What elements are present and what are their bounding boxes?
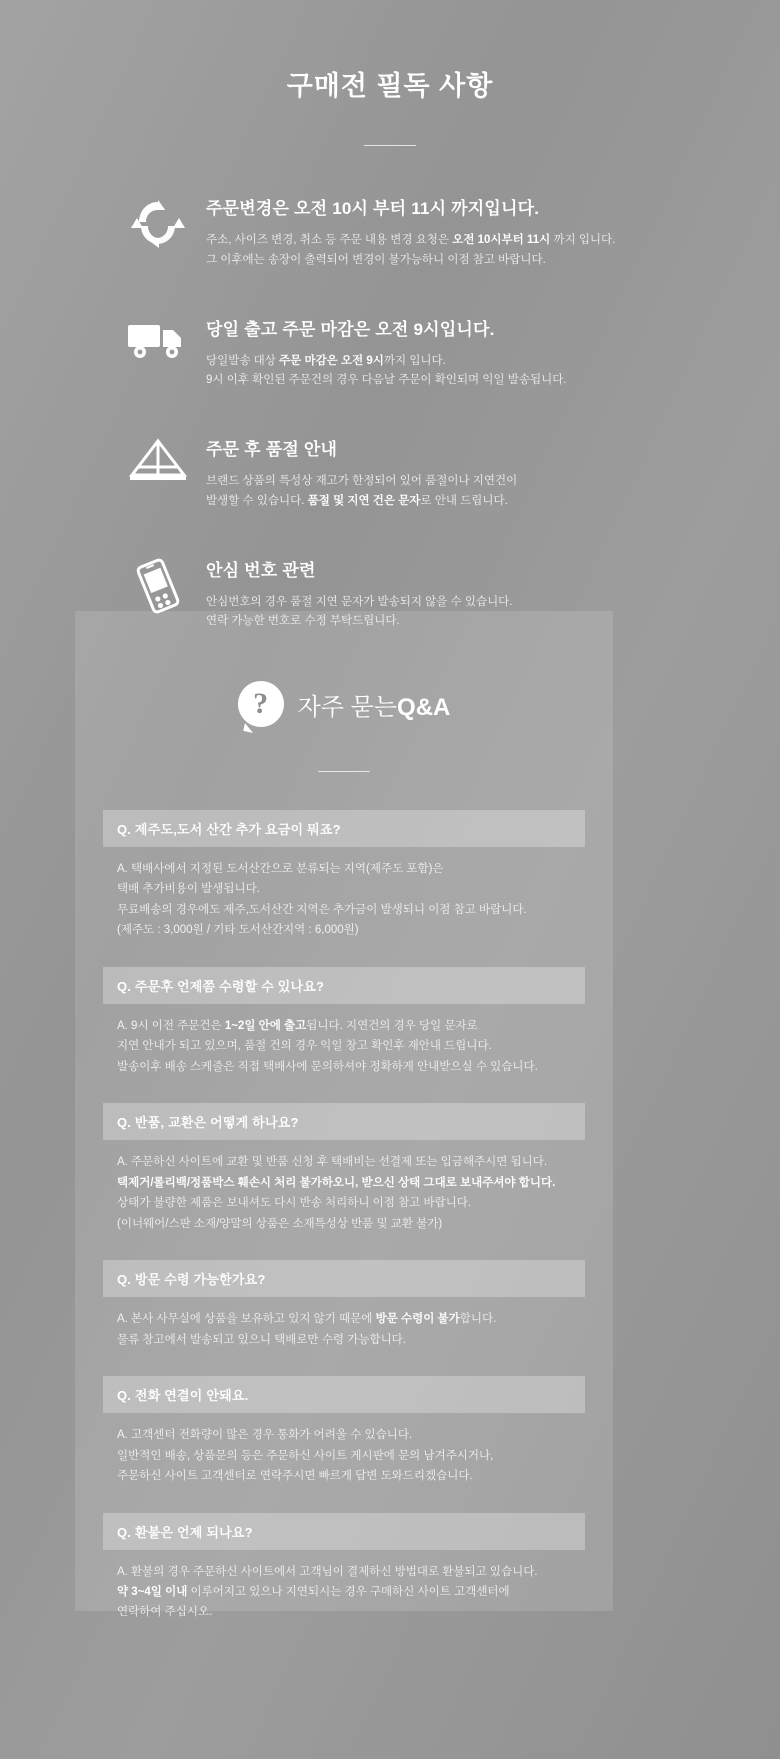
qa-answer-post: 합니다. bbox=[459, 1313, 497, 1326]
notice-body-pre: 주소, 사이즈 변경, 취소 등 주문 내용 변경 요청은 bbox=[206, 234, 453, 246]
qa-answer-bold: 택제거/롤리백/정품박스 훼손시 처리 불가하오니, 받으신 상태 그대로 보내주셔야 합니다. bbox=[117, 1176, 556, 1189]
qa-question[interactable]: Q. 반품, 교환은 어떻게 하나요? bbox=[103, 1103, 585, 1140]
notice-heading: 주문변경은 오전 10시 부터 11시 까지입니다. bbox=[206, 199, 540, 218]
notice-body-pre: 당일발송 대상 bbox=[206, 354, 280, 367]
qa-title-light: 자주 묻는 bbox=[297, 693, 398, 721]
notice-body-post: 까지 입니다. bbox=[383, 354, 446, 367]
qa-item[interactable] bbox=[103, 1513, 585, 1623]
notice-body bbox=[206, 352, 670, 392]
notice-body-bold: 품절 및 지연 건은 문자 bbox=[307, 494, 421, 507]
qa-answer-bold: 방문 수령이 불가 bbox=[375, 1313, 460, 1326]
qa-answer bbox=[103, 1297, 585, 1350]
qa-item[interactable] bbox=[103, 810, 585, 941]
qa-answer-line: (이너웨어/스판 소재/양말의 상품은 소재특성상 반품 및 교환 불가) bbox=[117, 1217, 443, 1230]
qa-answer-line: 물류 창고에서 발송되고 있으니 택배로만 수령 가능합니다. bbox=[117, 1333, 406, 1346]
qa-question[interactable]: Q. 방문 수령 가능한가요? bbox=[103, 1260, 585, 1297]
qa-list bbox=[103, 810, 585, 1623]
qa-title bbox=[298, 687, 451, 722]
mobile-phone-icon bbox=[110, 554, 206, 614]
qa-panel bbox=[75, 611, 613, 1619]
qa-answer-line: 무료배송의 경우에도 제주,도서산간 지역은 추가금이 발생되니 이점 참고 바랍니다. bbox=[117, 903, 527, 916]
qa-divider bbox=[318, 771, 370, 772]
notice-body-post: 로 안내 드립니다. bbox=[420, 494, 508, 507]
qa-question[interactable]: Q. 전화 연결이 안돼요. bbox=[103, 1376, 585, 1413]
notice-body-pre: 발생할 수 있습니다. bbox=[206, 494, 308, 507]
notice-body-post: 까지 입니다. bbox=[550, 234, 616, 246]
question-mark-icon: ? bbox=[238, 681, 284, 727]
qa-answer-line: 일반적인 배송, 상품문의 등은 주문하신 사이트 게시판에 문의 남겨주시거나, bbox=[117, 1449, 494, 1462]
qa-answer-bold: 1~2일 안에 출고 bbox=[224, 1019, 307, 1032]
qa-answer bbox=[103, 1413, 585, 1486]
qa-answer-pre: A. 본사 사무실에 상품을 보유하고 있지 않기 때문에 bbox=[117, 1313, 376, 1326]
notice-body-line1: 안심번호의 경우 품절 지연 문자가 발송되지 않을 수 있습니다. bbox=[206, 595, 513, 608]
notice-text bbox=[206, 192, 670, 271]
qa-answer bbox=[103, 847, 585, 941]
qa-question[interactable]: Q. 환불은 언제 되나요? bbox=[103, 1513, 585, 1550]
title-divider bbox=[364, 145, 416, 146]
qa-item[interactable] bbox=[103, 1376, 585, 1486]
qa-question[interactable]: Q. 주문후 언제쯤 수령할 수 있나요? bbox=[103, 967, 585, 1004]
qa-title-bold: Q&A bbox=[397, 693, 451, 721]
qa-answer-line: 주문하신 사이트 고객센터로 연락주시면 빠르게 답변 도와드리겠습니다. bbox=[117, 1470, 473, 1483]
qa-answer-line: A. 환불의 경우 주문하신 사이트에서 고객님이 결제하신 방법대로 환불되고 있습니다. bbox=[117, 1565, 538, 1578]
qa-answer-line: 지연 안내가 되고 있으며, 품절 건의 경우 익일 창고 확인후 재안내 드립니다. bbox=[117, 1040, 492, 1053]
notice-heading: 안심 번호 관련 bbox=[206, 560, 316, 580]
notice-text bbox=[206, 313, 670, 392]
notice-heading: 주문 후 품절 안내 bbox=[206, 440, 338, 460]
notice-body-bold: 오전 10시부터 11시 bbox=[452, 234, 551, 246]
qa-answer-line: 이루어지고 있으나 지연되시는 경우 구매하신 사이트 고객센터에 bbox=[187, 1585, 510, 1598]
notice-body-bold: 주문 마감은 오전 9시 bbox=[279, 354, 384, 367]
empty-box-icon bbox=[110, 433, 206, 483]
qa-answer-pre: A. 9시 이전 주문건은 bbox=[117, 1019, 225, 1032]
notice-item bbox=[110, 433, 670, 512]
qa-answer-post: 됩니다. 지연건의 경우 당일 문자로 bbox=[306, 1019, 478, 1032]
notice-body-line2: 연락 가능한 번호로 수정 부탁드립니다. bbox=[206, 615, 400, 628]
notice-body bbox=[206, 472, 670, 512]
qa-answer bbox=[103, 1004, 585, 1077]
qa-item[interactable] bbox=[103, 1260, 585, 1350]
notice-text bbox=[206, 433, 670, 512]
qa-answer bbox=[103, 1550, 585, 1623]
recycle-arrows-icon bbox=[110, 192, 206, 250]
notice-item bbox=[110, 313, 670, 392]
qa-answer bbox=[103, 1140, 585, 1234]
qa-answer-line: A. 택배사에서 지정된 도서산간으로 분류되는 지역(제주도 포함)은 bbox=[117, 863, 444, 875]
qa-item[interactable] bbox=[103, 1103, 585, 1234]
qa-answer-line: 상태가 불량한 제품은 보내셔도 다시 반송 처리하니 이점 참고 바랍니다. bbox=[117, 1197, 472, 1210]
qa-header bbox=[75, 611, 613, 727]
page-title: 구매전 필독 사항 bbox=[286, 71, 494, 101]
qa-question[interactable]: Q. 제주도,도서 산간 추가 요금이 뭐죠? bbox=[103, 810, 585, 847]
notice-item bbox=[110, 192, 670, 271]
notice-body-line2: 9시 이후 확인된 주문건의 경우 다음날 주문이 확인되며 익일 발송됩니다. bbox=[206, 374, 567, 387]
qa-answer-line: A. 고객센터 전화량이 많은 경우 통화가 어려울 수 있습니다. bbox=[117, 1429, 413, 1442]
notice-body-line2: 그 이후에는 송장이 출력되어 변경이 불가능하니 이점 참고 바랍니다. bbox=[206, 253, 546, 266]
qa-answer-line: 연락하여 주십시오. bbox=[117, 1606, 213, 1619]
notice-heading: 당일 출고 주문 마감은 오전 9시입니다. bbox=[206, 319, 495, 339]
delivery-truck-icon bbox=[110, 313, 206, 361]
notice-list bbox=[110, 192, 670, 632]
qa-answer-line: 택배 추가비용이 발생됩니다. bbox=[117, 883, 260, 896]
notice-body bbox=[206, 231, 670, 271]
notice-body-line1: 브랜드 상품의 특성상 재고가 한정되어 있어 품절이나 지연건이 bbox=[206, 475, 518, 488]
qa-answer-line: 발송이후 배송 스케줄은 직접 택배사에 문의하셔야 정확하게 안내받으실 수 있습니다. bbox=[117, 1060, 538, 1073]
qa-item[interactable] bbox=[103, 967, 585, 1077]
qa-answer-line: A. 주문하신 사이트에 교환 및 반품 신청 후 택배비는 선결제 또는 입금해주시면 됩니다. bbox=[117, 1156, 548, 1169]
qa-answer-bold: 약 3~4일 이내 bbox=[117, 1585, 188, 1598]
qa-answer-line: (제주도 : 3,000원 / 기타 도서산간지역 : 6,000원) bbox=[117, 924, 359, 937]
